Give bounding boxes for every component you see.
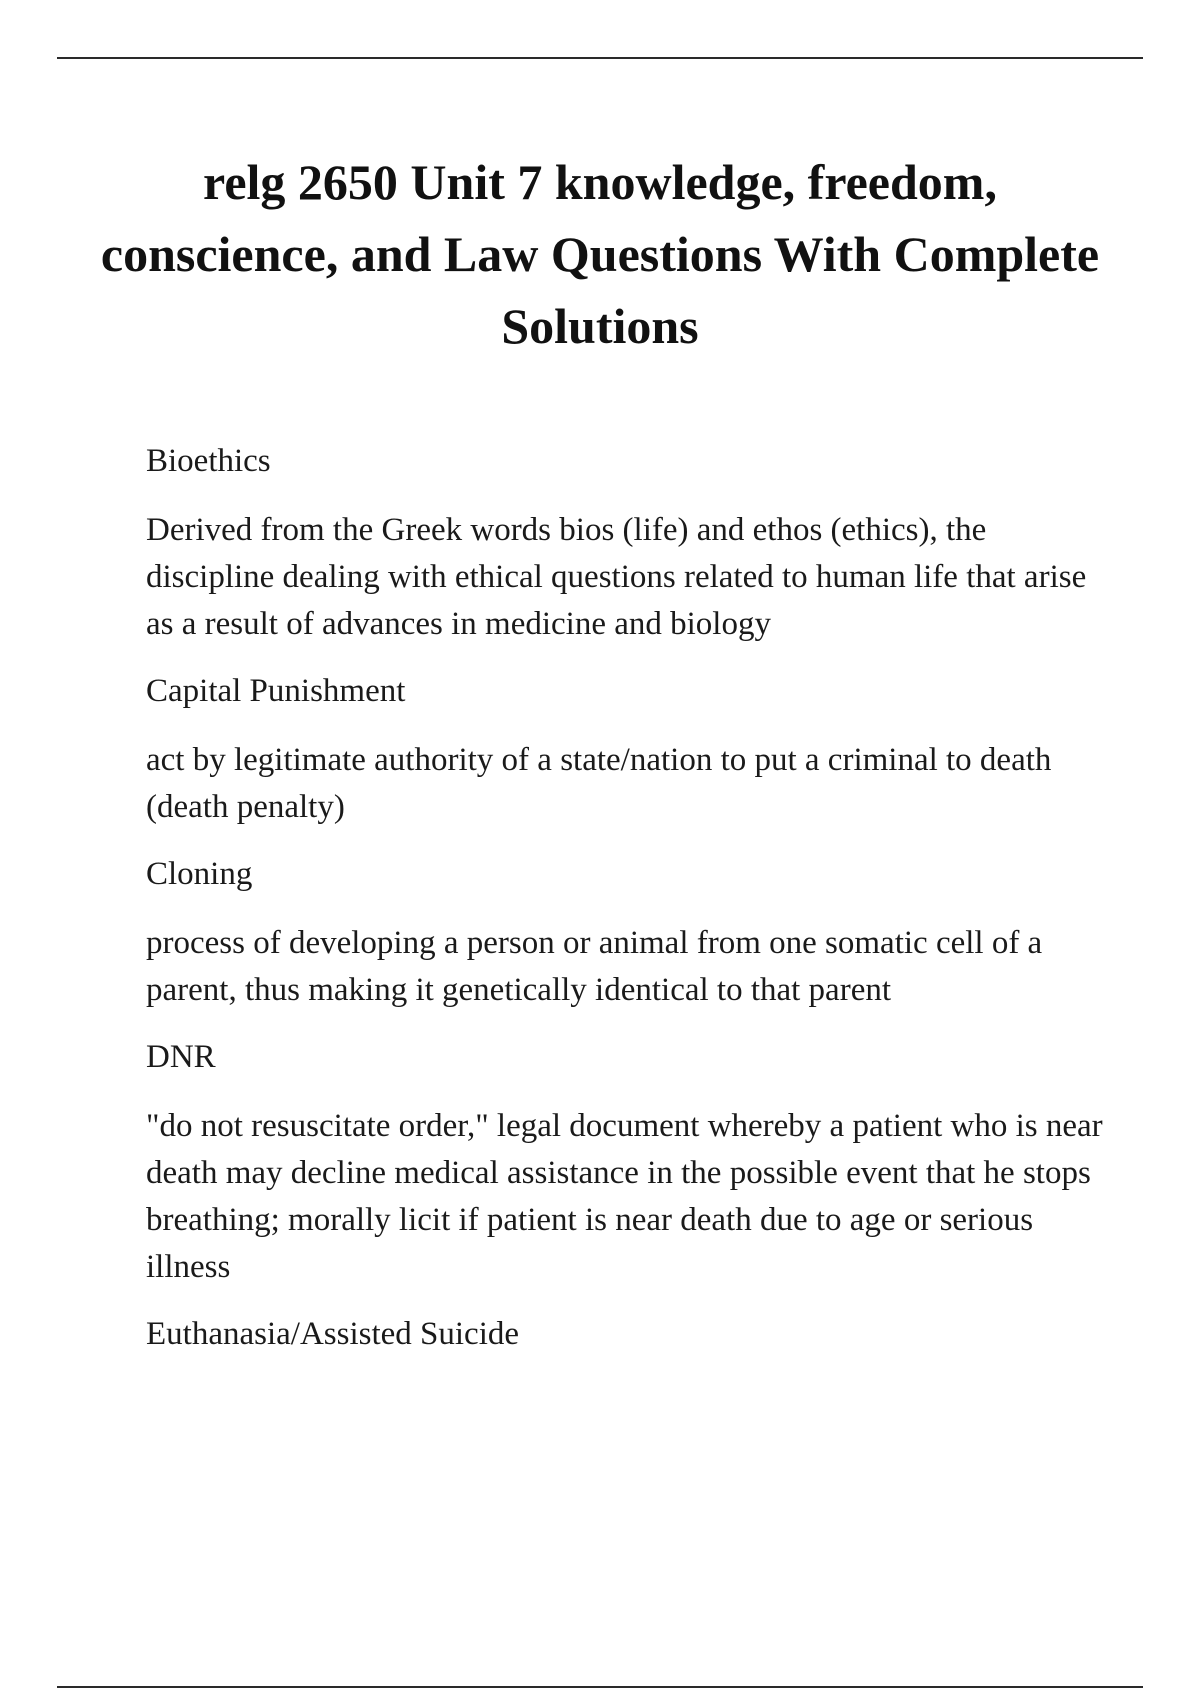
term-cloning: Cloning	[146, 856, 253, 892]
bottom-divider	[57, 1686, 1143, 1688]
term-capital-punishment: Capital Punishment	[146, 673, 406, 709]
definition-capital-punishment: act by legitimate authority of a state/nation to put a criminal to death (death penalty)	[146, 742, 1052, 825]
term-dnr: DNR	[146, 1039, 216, 1075]
flashcard-list	[146, 438, 1106, 1380]
definition-cloning: process of developing a person or animal from one somatic cell of a parent, thus making it genetically identical to that parent	[146, 925, 1043, 1008]
document-title: relg 2650 Unit 7 knowledge, freedom, conscience, and Law Questions With Complete Solutions	[100, 154, 1100, 354]
term-euthanasia: Euthanasia/Assisted Suicide	[146, 1316, 520, 1352]
definition-bioethics: Derived from the Greek words bios (life) and ethos (ethics), the discipline dealing with ethical questions related to human life that arise as a result of advances in medicine and biology	[146, 512, 1087, 642]
definition-dnr: "do not resuscitate order," legal document whereby a patient who is near death may decline medical assistance in the possible event that he stops breathing; morally licit if patient is near death due to age or serious illness	[146, 1108, 1103, 1285]
top-divider	[57, 57, 1143, 59]
term-bioethics: Bioethics	[146, 443, 271, 479]
